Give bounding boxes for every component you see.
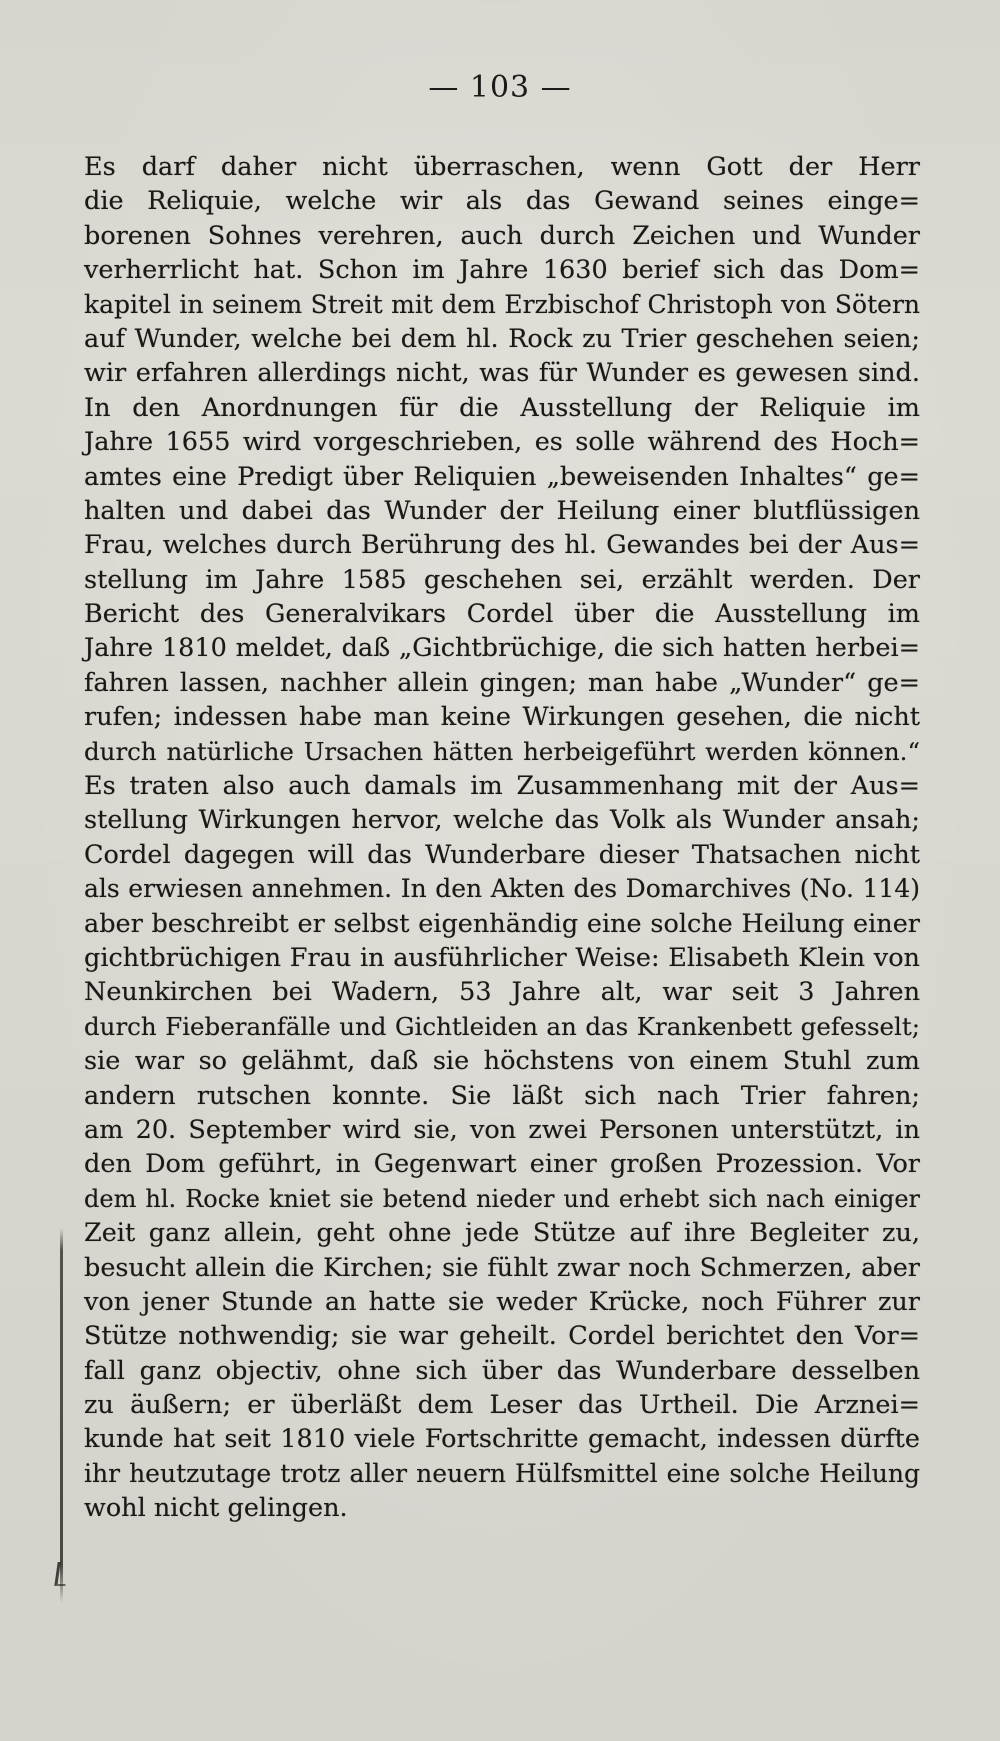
text-line: kunde hat seit 1810 viele Fortschritte gemacht, indessen dürfte — [84, 1424, 920, 1455]
text-line-last: wohl nicht gelingen. — [84, 1493, 348, 1524]
text-line: Bericht des Generalvikars Cordel über die Ausstellung im — [84, 599, 920, 630]
text-line: Neunkirchen bei Wadern, 53 Jahre alt, war seit 3 Jahren — [84, 977, 920, 1008]
text-line: besucht allein die Kirchen; sie fühlt zwar noch Schmerzen, aber — [84, 1252, 920, 1283]
text-line: Stütze nothwendig; sie war geheilt. Cordel berichtet den Vor= — [84, 1321, 920, 1352]
body-paragraph — [84, 150, 920, 1526]
text-line: Frau, welches durch Berührung des hl. Gewandes bei der Aus= — [84, 530, 920, 561]
text-line: Jahre 1655 wird vorgeschrieben, es solle während des Hoch= — [84, 427, 920, 458]
margin-pencil-line — [60, 1228, 63, 1603]
margin-pencil-mark — [54, 1562, 68, 1586]
text-line: verherrlicht hat. Schon im Jahre 1630 berief sich das Dom= — [84, 255, 920, 286]
text-line: die Reliquie, welche wir als das Gewand seines einge= — [84, 186, 920, 217]
text-line: andern rutschen konnte. Sie läßt sich nach Trier fahren; — [84, 1080, 920, 1111]
text-line: Zeit ganz allein, geht ohne jede Stütze auf ihre Begleiter zu, — [84, 1218, 920, 1249]
text-line: rufen; indessen habe man keine Wirkungen gesehen, die nicht — [84, 702, 920, 733]
text-line: Cordel dagegen will das Wunderbare dieser Thatsachen nicht — [84, 839, 920, 870]
text-line: In den Anordnungen für die Ausstellung der Reliquie im — [84, 392, 920, 423]
text-line: am 20. September wird sie, von zwei Personen unterstützt, in — [84, 1114, 920, 1145]
text-line: durch natürliche Ursachen hätten herbeigeführt werden können.“ — [84, 736, 920, 766]
text-line: amtes eine Predigt über Reliquien „beweisenden Inhaltes“ ge= — [84, 461, 920, 492]
text-line: halten und dabei das Wunder der Heilung einer blutflüssigen — [84, 495, 920, 526]
text-line: fall ganz objectiv, ohne sich über das Wunderbare desselben — [84, 1355, 920, 1386]
text-line: sie war so gelähmt, daß sie höchstens von einem Stuhl zum — [84, 1046, 920, 1077]
text-line: Es traten also auch damals im Zusammenhang mit der Aus= — [84, 771, 920, 802]
page-number: — 103 — — [428, 70, 572, 105]
text-line: zu äußern; er überläßt dem Leser das Urtheil. Die Arznei= — [84, 1390, 920, 1421]
text-line: borenen Sohnes verehren, auch durch Zeichen und Wunder — [84, 220, 920, 251]
text-line: Es darf daher nicht überraschen, wenn Gott der Herr — [84, 152, 920, 182]
text-line: auf Wunder, welche bei dem hl. Rock zu Trier geschehen seien; — [84, 323, 920, 354]
text-line: aber beschreibt er selbst eigenhändig eine solche Heilung einer — [84, 908, 920, 939]
text-line: wir erfahren allerdings nicht, was für Wunder es gewesen sind. — [84, 358, 920, 389]
text-line: fahren lassen, nachher allein gingen; man habe „Wunder“ ge= — [84, 667, 920, 698]
text-line: stellung im Jahre 1585 geschehen sei, erzählt werden. Der — [84, 564, 920, 595]
text-line: dem hl. Rocke kniet sie betend nieder und erhebt sich nach einiger — [84, 1184, 920, 1213]
text-line: ihr heutzutage trotz aller neuern Hülfsmittel eine solche Heilung — [84, 1458, 920, 1488]
text-line: von jener Stunde an hatte sie weder Krücke, noch Führer zur — [84, 1286, 920, 1317]
text-line: Jahre 1810 meldet, daß „Gichtbrüchige, die sich hatten herbei= — [84, 633, 920, 664]
text-line: durch Fieberanfälle und Gichtleiden an das Krankenbett gefesselt; — [84, 1011, 920, 1041]
text-line: kapitel in seinem Streit mit dem Erzbischof Christoph von Sötern — [84, 289, 920, 319]
text-line: als erwiesen annehmen. In den Akten des Domarchives (No. 114) — [84, 874, 920, 904]
text-line: gichtbrüchigen Frau in ausführlicher Weise: Elisabeth Klein von — [84, 942, 920, 973]
text-line: den Dom geführt, in Gegenwart einer großen Prozession. Vor — [84, 1149, 920, 1180]
text-line: stellung Wirkungen hervor, welche das Volk als Wunder ansah; — [84, 805, 920, 836]
